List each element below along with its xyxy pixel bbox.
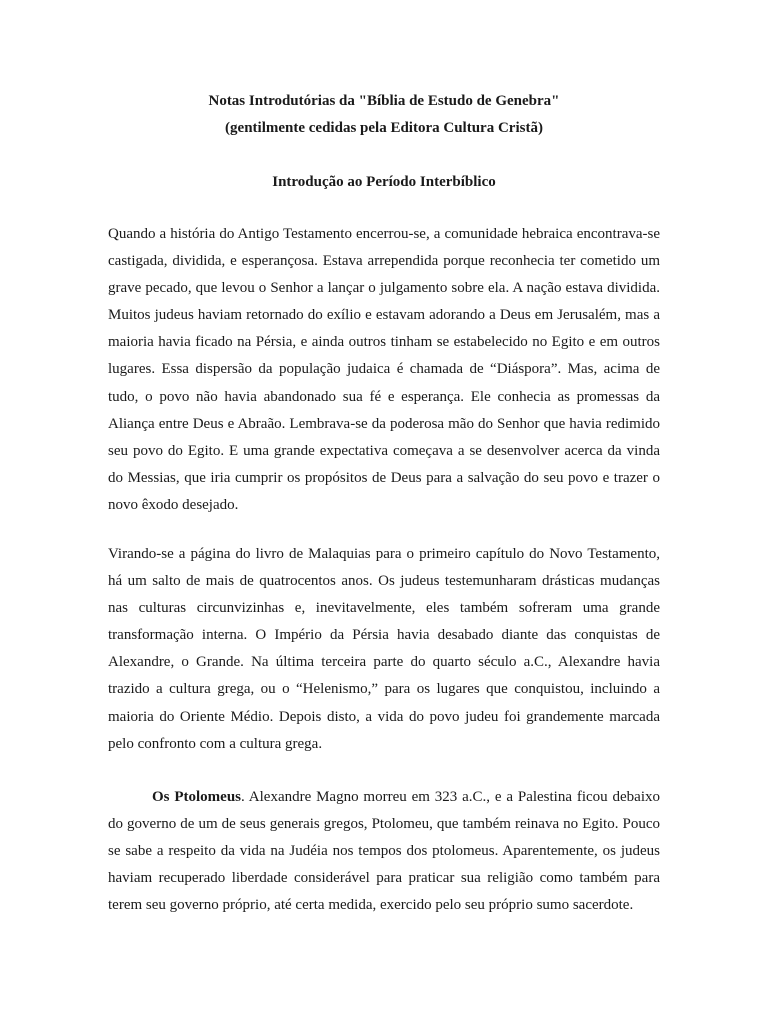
paragraph-2: Virando-se a página do livro de Malaquias para o primeiro capítulo do Novo Testamento, há um salto de mais de quatrocentos anos. Os judeus testemunharam drásticas mudanças nas culturas circunvizinhas e, inevitavelmente, eles também sofreram uma grande transformação interna. O Império da Pérsia havia desabado diante das conquistas de Alexandre, o Grande. Na última terceira parte do quarto século a.C., Alexandre havia trazido a cultura grega, ou o “Helenismo,” para os lugares que conquistou, incluindo a maioria do Oriente Médio. Depois disto, a vida do povo judeu foi grandemente marcada pelo confronto com a cultura grega. [108,546,660,752]
document-subtitle: (gentilmente cedidas pela Editora Cultura Cristã) [225,120,543,136]
paragraph-3-body: . Alexandre Magno morreu em 323 a.C., e a Palestina ficou debaixo do governo de um de seus generais gregos, Ptolomeu, que também reinava no Egito. Pouco se sabe a respeito da vida na Judéia nos tempos dos ptolomeus. Aparentemente, os judeus haviam recuperado liberdade considerável para praticar sua religião como também para terem seu governo próprio, até certa medida, exercido pelo seu próprio sumo sacerdote. [108,789,660,914]
paragraph-3 [108,784,660,919]
paragraph-3-heading: Os Ptolomeus [152,789,242,805]
section-heading: Introdução ao Período Interbíblico [272,174,496,190]
paragraph-1: Quando a história do Antigo Testamento encerrou-se, a comunidade hebraica encontrava-se castigada, dividida, e esperançosa. Estava arrependida porque reconhecia ter cometido um grave pecado, que levou o Senhor a lançar o julgamento sobre ela. A nação estava dividida. Muitos judeus haviam retornado do exílio e estavam adorando a Deus em Jerusalém, mas a maioria havia ficado na Pérsia, e ainda outros tinham se estabelecido no Egito e em outros lugares. Essa dispersão da população judaica é chamada de “Diáspora”. Mas, acima de tudo, o povo não havia abandonado sua fé e esperança. Ele conhecia as promessas da Aliança entre Deus e Abraão. Lembrava-se da poderosa mão do Senhor que havia redimido seu povo do Egito. E uma grande expectativa começava a se desenvolver acerca da vinda do Messias, que iria cumprir os propósitos de Deus para a salvação do seu povo e trazer o novo êxodo desejado. [108,226,660,513]
document-title: Notas Introdutórias da "Bíblia de Estudo de Genebra" [208,93,560,109]
